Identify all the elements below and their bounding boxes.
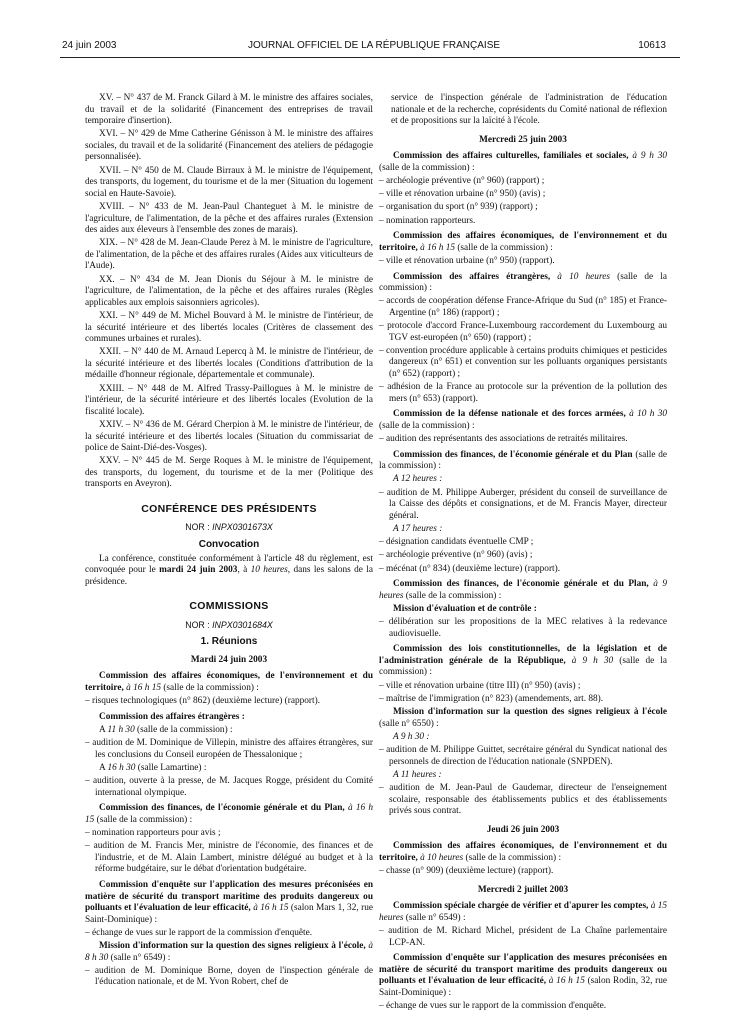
commission-name: Commission des finances, de l'économie générale et du Plan (393, 449, 633, 460)
agenda-item: – nomination rapporteurs. (379, 215, 476, 226)
convocation-heading: Convocation (198, 539, 260, 551)
commission-name: Commission des affaires économiques, de l'environnement et du territoire, (85, 671, 373, 693)
nor-code: INPX0301673X (212, 522, 273, 533)
commission-entry (379, 231, 667, 254)
commission-entry (379, 450, 667, 473)
meeting-room: (salon Mars 1, 32, rue Saint-Dominique) : (85, 903, 373, 925)
agenda-item: – audition de M. Jean-Paul de Gaudemar, directeur de l'enseignement scolaire, responsable des établissements publics et des établissements privés sous contrat. (379, 783, 667, 817)
conference-heading: CONFÉRENCE DES PRÉSIDENTS (141, 502, 317, 515)
left-column (85, 93, 373, 991)
meeting-room: (salle de la commission) : (379, 420, 475, 431)
question-item: XXV. – N° 445 de M. Serge Roques à M. le ministre de l'équipement, des transports, du logement, du tourisme et de la mer (Politique des transports en Aveyron). (85, 456, 373, 490)
agenda-item: – délibération sur les propositions de la MEC relatives à la redevance audiovisuelle. (379, 617, 667, 639)
meeting-time: à 8 h 30 (85, 941, 373, 963)
agenda-item: – désignation candidats éventuelle CMP ; (379, 537, 534, 548)
question-item: XV. – N° 437 de M. Franck Gilard à M. le ministre des affaires sociales, du travail et de la solidarité (Financement des entreprises de travail temporaire d'insertion). (85, 93, 373, 127)
question-item: XXII. – N° 440 de M. Arnaud Lepercq à M. le ministre de l'intérieur, de la sécurité intérieure et des libertés locales (Conditions d'attribution de la médaille d'honneur régionale, départementale et communale). (85, 347, 373, 381)
commission-name: Mission d'information sur la question des signes religieux à l'école, (99, 941, 369, 952)
meeting-room: (salon Rodin, 32, rue Saint-Dominique) : (379, 976, 668, 998)
commissions-heading: COMMISSIONS (189, 600, 269, 613)
journal-title: JOURNAL OFFICIEL DE LA RÉPUBLIQUE FRANÇAISE (247, 40, 501, 51)
meeting-time: 11 h 30 (107, 724, 135, 735)
meeting-time: à 16 h 15 (548, 976, 585, 987)
convocation-text-part: La conférence, constituée conformément à l'article 48 du règlement, est convoquée pour le (85, 553, 373, 576)
commission-name: Commission d'enquête sur l'application des mesures préconisées en matière de sécurité du transport maritime des produits dangereux ou polluants et l'évaluation de leur efficacité, (85, 879, 373, 914)
commission-name: Commission des affaires étrangères, (393, 271, 558, 282)
agenda-item: – ville et rénovation urbaine (n° 950) (rapport). (379, 256, 555, 266)
agenda-item: – archéologie préventive (n° 960) (avis) ; (379, 550, 533, 561)
meeting-room: (salle n° 6549) : (403, 912, 466, 923)
agenda-item: – maîtrise de l'immigration (n° 823) (amendements, art. 88). (379, 693, 604, 704)
question-item: XXIV. – N° 436 de M. Gérard Cherpion à M. le ministre de l'intérieur, de la sécurité intérieure et des libertés locales (Situation du commissariat de police de Saint-Dié-des-Vosges). (85, 419, 373, 454)
meeting-room: (salle de la commission) : (403, 590, 502, 601)
commission-name: Commission des finances, de l'économie générale et du Plan, (393, 579, 654, 590)
commission-entry (85, 671, 373, 694)
meeting-room: (salle Lamartine) : (135, 762, 207, 773)
question-item: XVI. – N° 429 de Mme Catherine Génisson à M. le ministre des affaires sociales, du travail et de la solidarité (Financement des ateliers de pédagogie personnalisée). (85, 129, 373, 163)
agenda-item: – audition, ouverte à la presse, de M. Jacques Rogge, président du Comité international olympique. (85, 776, 373, 798)
agenda-item: – ville et rénovation urbaine (titre III) (n° 950) (avis) ; (379, 680, 581, 691)
slot-prefix: A (99, 762, 108, 773)
running-header (0, 40, 748, 56)
commission-name: Commission des affaires étrangères : (99, 711, 245, 722)
commission-entry (85, 941, 373, 964)
agenda-item: – audition de M. Philippe Guittet, secrétaire général du Syndicat national des personnels de direction de l'éducation nationale (SNPDEN). (379, 745, 667, 767)
commission-entry (379, 644, 667, 679)
agenda-item: – adhésion de la France au protocole sur la prévention de la pollution des mers (n° 653) (rapport). (379, 382, 667, 404)
commission-entry (379, 579, 667, 602)
meeting-room: (salle de la commission) : (94, 814, 193, 825)
meeting-time: à 16 h 15 (253, 903, 289, 914)
page-number: 10613 (638, 40, 666, 51)
agenda-item: – audition de M. Philippe Auberger, président du conseil de surveillance de la Caisse des dépôts et consignations, et de M. Francis Mayer, directeur général. (379, 487, 667, 521)
agenda-item: – audition de M. Francis Mer, ministre de l'économie, des finances et de l'industrie, et de M. Alain Lambert, ministre délégué au budget et à la réforme budgétaire, sur le débat d'orientation budgétaire. (85, 841, 373, 875)
question-item: XXI. – N° 449 de M. Michel Bouvard à M. le ministre de l'intérieur, de la sécurité intérieure et des libertés locales (Critères de classement des communes urbaines et rurales). (85, 310, 373, 345)
mission-subheading: Mission d'évaluation et de contrôle : (393, 604, 537, 615)
agenda-item: – nomination rapporteurs pour avis ; (85, 828, 221, 839)
commission-entry (85, 803, 373, 826)
meeting-room: (salle de la commission) : (161, 682, 259, 693)
commission-entry (379, 409, 667, 432)
meeting-slot: A 11 heures : (393, 769, 442, 780)
commission-entry (379, 953, 667, 999)
agenda-item: – audition de M. Dominique Borne, doyen de l'inspection générale de l'éducation nationale, et de M. Yvon Robert, chef de (85, 965, 373, 988)
agenda-item: – archéologie préventive (n° 960) (rapport) ; (379, 175, 545, 186)
agenda-item: – accords de coopération défense France-Afrique du Sud (n° 185) et France-Argentine (n° 186) (rapport) ; (379, 296, 667, 318)
agenda-item: – audition de M. Dominique de Villepin, ministre des affaires étrangères, sur les conclusions du Conseil européen de Thessalonique ; (85, 738, 373, 760)
convocation-text-part: , à (237, 565, 251, 576)
commission-entry (379, 151, 667, 174)
agenda-item: – chasse (n° 909) (deuxième lecture) (rapport). (379, 866, 554, 877)
agenda-item: – convention procédure applicable à certains produits chimiques et pesticides dangereux (n° 651) et convention sur les polluants organiques persistants (n° 652) (rapport) ; (379, 345, 667, 379)
day-heading: Mercredi 2 juillet 2003 (477, 884, 569, 895)
reunions-heading: 1. Réunions (200, 636, 258, 648)
meeting-slot: A 12 heures : (393, 474, 443, 485)
meeting-time: à 9 heures (379, 579, 667, 601)
meeting-time: à 16 h 15 (126, 682, 161, 693)
agenda-item-continued: service de l'inspection générale de l'administration de l'éducation nationale et de la recherche, coprésidents du Comité national de réflexion et de propositions sur la laïcité à l'école. (391, 93, 667, 127)
header-rule (60, 57, 680, 58)
header-date: 24 juin 2003 (62, 40, 117, 51)
agenda-item: – mécénat (n° 834) (deuxième lecture) (rapport). (379, 563, 561, 574)
agenda-item: – échange de vues sur le rapport de la commission d'enquête. (85, 927, 313, 938)
question-item: XX. – N° 434 de M. Jean Dionis du Séjour à M. le ministre de l'agriculture, de l'alimentation, de la pêche et des affaires rurales (Règles applicables aux emplois saisonniers agricoles). (85, 274, 373, 308)
meeting-room: (salle n° 6549) : (108, 952, 171, 963)
meeting-room: (salle de la commission) : (379, 271, 668, 294)
agenda-item: – risques technologiques (n° 862) (deuxième lecture) (rapport). (85, 696, 321, 707)
meeting-time: à 9 h 30 (632, 151, 667, 162)
meeting-time: à 10 h 30 (629, 409, 667, 420)
commission-entry (379, 272, 667, 295)
meeting-room: (salle de la commission) : (379, 449, 667, 472)
commission-name: Commission des lois constitutionnelles, de la législation et de l'administration générale de la République, (379, 644, 667, 666)
convocation-time: 10 heures (250, 565, 288, 576)
nor-label: NOR : (185, 522, 213, 533)
agenda-item: – audition des représentants des associations de retraités militaires. (379, 434, 628, 445)
meeting-time: à 16 h 15 (420, 242, 455, 253)
meeting-room: (salle de la commission) : (379, 162, 475, 173)
meeting-room: (salle de la commission) : (455, 242, 553, 253)
meeting-room: (salle de la commission) : (379, 655, 668, 678)
meeting-time: à 9 h 30 (571, 655, 614, 666)
commission-name: Mission d'information sur la question des signes religieux à l'école (393, 707, 667, 718)
commission-name: Commission des finances, de l'économie générale et du Plan, (99, 803, 348, 814)
question-item: XXIII. – N° 448 de M. Alfred Trassy-Paillogues à M. le ministre de l'intérieur, de la sécurité intérieure et des libertés locales (Evolution de la fiscalité locale). (85, 383, 373, 417)
slot-prefix: A (99, 724, 108, 735)
meeting-room: (salle de la commission) : (463, 852, 562, 863)
day-heading: Mercredi 25 juin 2003 (479, 134, 567, 145)
commission-entry (85, 880, 373, 926)
day-heading: Jeudi 26 juin 2003 (486, 824, 560, 835)
commission-entry (379, 901, 667, 924)
agenda-item: – protocole d'accord France-Luxembourg raccordement du Luxembourg au TGV est-européen (n° 650) (rapport) ; (379, 321, 667, 343)
question-item: XVII. – N° 450 de M. Claude Birraux à M. le ministre de l'équipement, des transports, du logement, du tourisme et de la mer (Situation du logement social en Haute-Savoie). (85, 165, 373, 199)
convocation-text (85, 554, 373, 589)
commission-entry (379, 707, 667, 730)
meeting-slot (85, 725, 373, 737)
meeting-time: à 10 heures (557, 271, 610, 282)
commission-name: Commission de la défense nationale et des forces armées, (393, 409, 630, 420)
agenda-item: – ville et rénovation urbaine (n° 950) (avis) ; (379, 189, 546, 200)
commission-name: Commission des affaires économiques, de l'environnement et du territoire, (379, 841, 667, 863)
meeting-slot (85, 763, 373, 775)
commission-name: Commission des affaires économiques, de l'environnement et du territoire, (379, 231, 667, 253)
commission-name: Commission spéciale chargée de vérifier et d'apurer les comptes, (393, 901, 651, 912)
agenda-item: – audition de M. Richard Michel, président de La Chaîne parlementaire LCP-AN. (379, 926, 667, 948)
commission-name: Commission d'enquête sur l'application des mesures préconisées en matière de sécurité du transport maritime des produits dangereux ou polluants et l'évaluation de leur efficacité, (379, 953, 667, 987)
meeting-time: 16 h 30 (107, 762, 136, 773)
convocation-date: mardi 24 juin 2003 (159, 565, 238, 576)
commission-entry (379, 841, 667, 864)
right-column (379, 93, 667, 1014)
day-heading: Mardi 24 juin 2003 (190, 654, 268, 665)
question-item: XIX. – N° 428 de M. Jean-Claude Perez à M. le ministre de l'agriculture, de l'alimentation, de la pêche et des affaires rurales (Aides aux viticulteurs de l'Aude). (85, 238, 373, 272)
agenda-item: – organisation du sport (n° 939) (rapport) ; (379, 202, 538, 213)
agenda-item: – échange de vues sur le rapport de la commission d'enquête. (379, 1000, 607, 1011)
meeting-room: (salle n° 6550) : (379, 718, 439, 729)
nor-code: INPX0301684X (212, 619, 273, 630)
commissions-nor (85, 620, 373, 632)
conference-nor (85, 522, 373, 534)
meeting-room: (salle de la commission) : (134, 724, 233, 735)
meeting-slot: A 17 heures : (393, 523, 443, 534)
commission-name: Commission des affaires culturelles, familiales et sociales, (393, 151, 633, 162)
meeting-time: à 16 h 15 (85, 803, 373, 825)
convocation-text-part: , dans les salons de la présidence. (85, 565, 374, 587)
meeting-time: à 15 heures (379, 901, 667, 923)
meeting-time: à 10 heures (420, 852, 464, 863)
meeting-slot: A 9 h 30 : (393, 731, 430, 742)
nor-label: NOR : (185, 619, 213, 630)
question-item: XVIII. – N° 433 de M. Jean-Paul Chanteguet à M. le ministre de l'agriculture, de l'alimentation, de la pêche et des affaires rurales (Extension des aides aux éleveurs à l'ensemble des zones de marais). (85, 201, 373, 236)
